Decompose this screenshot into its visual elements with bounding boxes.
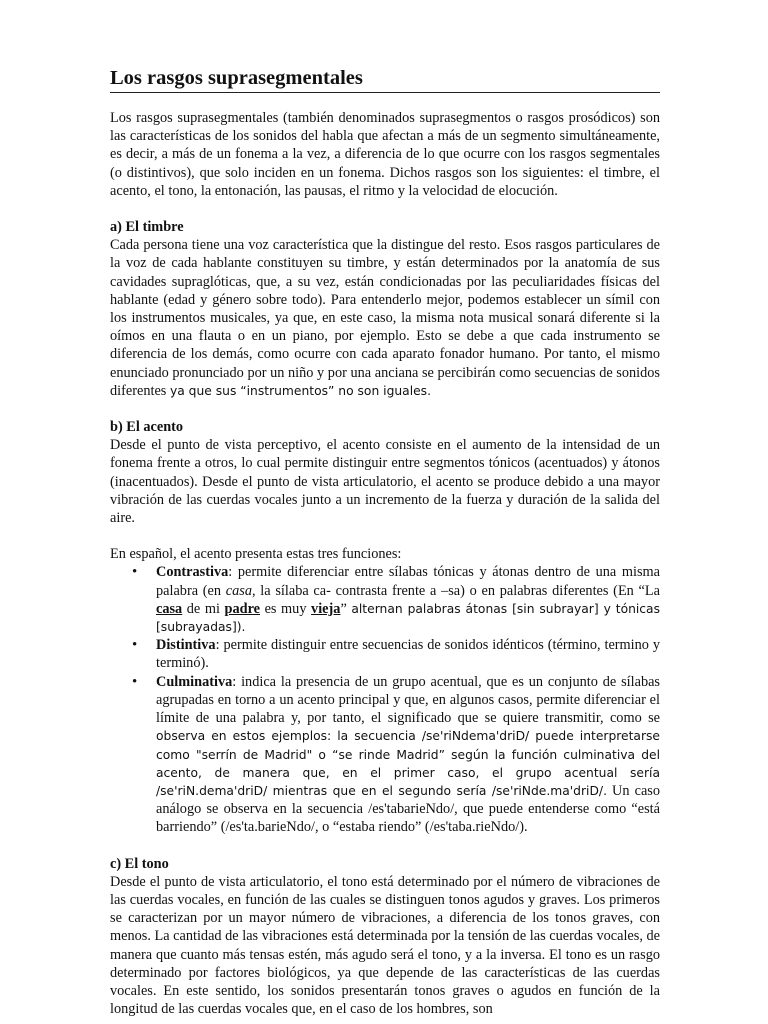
tono-paragraph: Desde el punto de vista articulatorio, el tono está determinado por el número de vibraciones de las cuerdas vocales, en función de las cuales se distinguen tonos agudos y graves. Los primeros se caracterizan por un mayor número de vibraciones, a diferencia de los tonos graves, con menos. La cantidad de las vibraciones está determinada por la tensión de las cuerdas vocales, de manera que cuanto más tensas estén, más agudo será el tono, y a la inversa. El tono es un rasgo determinado por factores biológicos, ya que depende de las características de las cuerdas vocales. En este sentido, los sonidos presentarán tonos graves o agudos en función de la longitud de las cuerdas vocales que, en el caso de los hombres, son <box>110 873 660 1018</box>
culminativa-text-2: observa en estos ejemplos: la secuencia /se'riNdema'driD/ puede interpretarse como "serrín de Madrid" o “se rinde Madrid” según la función culminativa del acento, de manera que, en el primer caso, el grupo acentual sería /se'riN.dema'driD/ mientras que en el segundo sería /se'riNde.ma'driD/. <box>156 729 660 798</box>
intro-paragraph: Los rasgos suprasegmentales (también denominados suprasegmentos o rasgos prosódicos) son las características de los sonidos del habla que afectan a más de un segmento simultáneamente, es decir, a más de un fonema a la vez, a diferencia de lo que ocurre con los rasgos segmentales (o distintivos), que solo inciden en un fonema. Dichos rasgos son los siguientes: el timbre, el acento, el tono, la entonación, las pausas, el ritmo y la velocidad de elocución. <box>110 110 660 199</box>
contrastiva-text-2: , la sílaba ca- contrasta frente a –sa) o en palabras diferentes (En “La <box>252 582 660 599</box>
contrastiva-text-5: ” <box>340 600 352 617</box>
section-heading-acento: b) El acento <box>110 419 184 436</box>
contrastiva-text-1: : permite diferenciar entre sílabas tónicas y átonas dentro de una misma palabra (en <box>156 564 660 599</box>
document-page <box>110 58 660 1018</box>
section-timbre <box>110 218 660 400</box>
section-tono <box>110 855 660 1019</box>
distintiva-text: : permite distinguir entre secuencias de sonidos idénticos (término, termino y terminó). <box>156 637 660 672</box>
culminativa-text-3: Un caso análogo se observa en la secuencia /es'tabarieNdo/, que puede entenderse como “está barriendo” (/es'ta.barieNdo/, o “estaba riendo” (/es'taba.rieNdo/). <box>156 782 661 836</box>
timbre-paragraph <box>110 236 660 400</box>
example-word-casa: casa <box>156 600 183 617</box>
term-distintiva: Distintiva <box>156 637 216 654</box>
functions-list <box>110 563 660 836</box>
contrastiva-text-3: de mi <box>182 600 225 617</box>
example-word-vieja: vieja <box>311 600 341 617</box>
section-heading-timbre: a) El timbre <box>110 219 184 236</box>
document-title: Los rasgos suprasegmentales <box>110 58 660 93</box>
list-item-culminativa <box>110 673 660 837</box>
culminativa-text-1: : indica la presencia de un grupo acentual, que es un conjunto de sílabas agrupadas en torno a un acento principal y que, en algunos casos, permite diferenciar el límite de una palabra y, por tanto, el significado que se quiere transmitir, como se <box>156 673 660 727</box>
timbre-tail: ya que sus “instrumentos” no son iguales. <box>169 383 431 398</box>
term-contrastiva: Contrastiva <box>156 564 229 581</box>
functions-intro: En español, el acento presenta estas tres funciones: <box>110 546 402 563</box>
list-item-contrastiva <box>110 563 660 636</box>
contrastiva-text-6: alternan palabras átonas [sin subrayar] y tónicas [subrayadas]). <box>156 601 661 635</box>
example-word-padre: padre <box>224 600 260 617</box>
timbre-text: Cada persona tiene una voz característica que la distingue del resto. Esos rasgos particulares de la voz de cada hablante constituyen su timbre, y están determinados por la anatomía de sus cavidades supraglóticas, que, a su vez, están condicionadas por las peculiaridades físicas del hablante (edad y género sobre todo). Para entenderlo mejor, podemos establecer un símil con los instrumentos musicales, ya que, en este caso, la misma nota musical sonará diferente si la oímos en una flauta o en un piano, por ejemplo. Esto se debe a que cada instrumento se diferencia de los demás, como ocurre con cada aparato fonador humano. Por tanto, el mismo enunciado pronunciado por un niño y por una anciana se percibirán como secuencias de sonidos diferentes <box>110 237 660 399</box>
contrastiva-text-4: es muy <box>260 600 312 617</box>
acento-paragraph: Desde el punto de vista perceptivo, el acento consiste en el aumento de la intensidad de un fonema frente a otros, lo cual permite distinguir entre segmentos tónicos (acentuados) y átonos (inacentuados). Desde el punto de vista articulatorio, el acento se produce debido a una mayor vibración de las cuerdas vocales junto a un incremento de la fuerza y duración de la salida del aire. <box>110 437 660 527</box>
contrastiva-casa-italic: casa <box>225 582 252 599</box>
section-acento <box>110 418 660 836</box>
term-culminativa: Culminativa <box>156 673 233 690</box>
section-heading-tono: c) El tono <box>110 855 169 872</box>
list-item-distintiva <box>110 636 660 672</box>
